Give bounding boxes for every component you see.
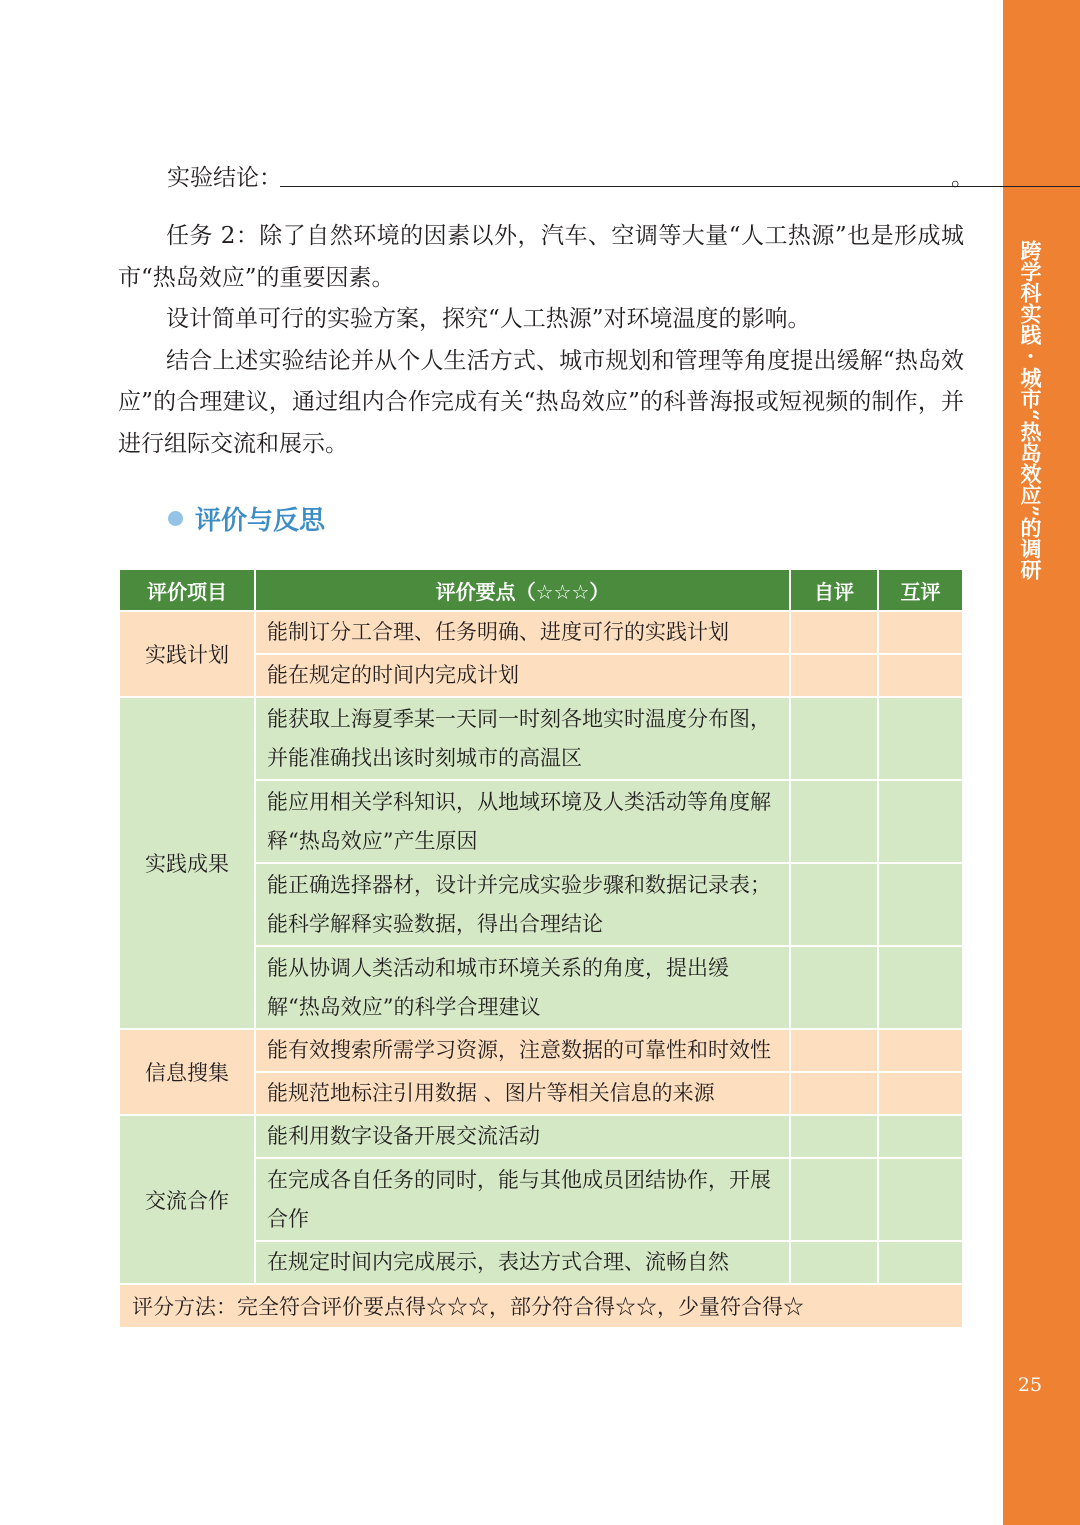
self-eval-cell[interactable] xyxy=(790,697,878,780)
section-heading xyxy=(168,498,325,538)
point-cell: 能制订分工合理、任务明确、进度可行的实践计划 xyxy=(255,611,790,654)
point-cell: 能规范地标注引用数据 、图片等相关信息的来源 xyxy=(255,1072,790,1115)
category-cell: 信息搜集 xyxy=(119,1029,255,1115)
point-cell: 能应用相关学科知识，从地域环境及人类活动等角度解释“热岛效应”产生原因 xyxy=(255,780,790,863)
peer-eval-cell[interactable] xyxy=(878,1158,963,1241)
side-band xyxy=(1003,0,1080,1525)
self-eval-cell[interactable] xyxy=(790,611,878,654)
page-number: 25 xyxy=(1017,1374,1043,1396)
self-eval-cell[interactable] xyxy=(790,1029,878,1072)
self-eval-cell[interactable] xyxy=(790,780,878,863)
peer-eval-cell[interactable] xyxy=(878,654,963,697)
scoring-method-row xyxy=(119,1284,963,1328)
scoring-method-text: 评分方法：完全符合评价要点得☆☆☆，部分符合得☆☆，少量符合得☆ xyxy=(119,1284,963,1328)
paragraph-suggestion: 结合上述实验结论并从个人生活方式、城市规划和管理等角度提出缓解“热岛效应”的合理建议，通过组内合作完成有关“热岛效应”的科普海报或短视频的制作，并进行组际交流和展示。 xyxy=(118,347,964,457)
peer-eval-cell[interactable] xyxy=(878,780,963,863)
task-text xyxy=(118,216,964,466)
header-peer-eval: 互评 xyxy=(878,569,963,611)
self-eval-cell[interactable] xyxy=(790,863,878,946)
paragraph-task2: 任务 2：除了自然环境的因素以外，汽车、空调等大量“人工热源”也是形成城市“热岛效应”的重要因素。 xyxy=(118,223,964,291)
point-cell: 能获取上海夏季某一天同一时刻各地实时温度分布图，并能准确找出该时刻城市的高温区 xyxy=(255,697,790,780)
bullet-icon xyxy=(168,511,183,526)
point-cell: 在规定时间内完成展示，表达方式合理、流畅自然 xyxy=(255,1241,790,1284)
self-eval-cell[interactable] xyxy=(790,1072,878,1115)
conclusion-label: 实验结论： xyxy=(167,165,282,191)
header-points: 评价要点（☆☆☆） xyxy=(255,569,790,611)
peer-eval-cell[interactable] xyxy=(878,1115,963,1158)
peer-eval-cell[interactable] xyxy=(878,946,963,1029)
header-self-eval: 自评 xyxy=(790,569,878,611)
peer-eval-cell[interactable] xyxy=(878,1029,963,1072)
table-row xyxy=(119,1029,963,1072)
section-heading-text: 评价与反思 xyxy=(195,505,326,536)
peer-eval-cell[interactable] xyxy=(878,1241,963,1284)
category-cell: 实践计划 xyxy=(119,611,255,697)
point-cell: 能利用数字设备开展交流活动 xyxy=(255,1115,790,1158)
point-cell: 能有效搜索所需学习资源，注意数据的可靠性和时效性 xyxy=(255,1029,790,1072)
table-row xyxy=(119,611,963,654)
point-cell: 能在规定的时间内完成计划 xyxy=(255,654,790,697)
table-row xyxy=(119,1115,963,1158)
conclusion-end-mark: 。 xyxy=(951,165,974,191)
point-cell: 在完成各自任务的同时，能与其他成员团结协作，开展合作 xyxy=(255,1158,790,1241)
header-item: 评价项目 xyxy=(119,569,255,611)
paragraph-design: 设计简单可行的实验方案，探究“人工热源”对环境温度的影响。 xyxy=(166,306,811,333)
conclusion-line xyxy=(167,160,974,196)
self-eval-cell[interactable] xyxy=(790,1241,878,1284)
table-header-row xyxy=(119,569,963,611)
peer-eval-cell[interactable] xyxy=(878,697,963,780)
peer-eval-cell[interactable] xyxy=(878,611,963,654)
self-eval-cell[interactable] xyxy=(790,654,878,697)
peer-eval-cell[interactable] xyxy=(878,1072,963,1115)
point-cell: 能从协调人类活动和城市环境关系的角度，提出缓解“热岛效应”的科学合理建议 xyxy=(255,946,790,1029)
self-eval-cell[interactable] xyxy=(790,1158,878,1241)
evaluation-table xyxy=(118,568,964,1329)
category-cell: 实践成果 xyxy=(119,697,255,1029)
chapter-title-vertical: 跨学科实践 · 城市“热岛效应”的调研 xyxy=(1018,240,1043,581)
self-eval-cell[interactable] xyxy=(790,1115,878,1158)
table-row xyxy=(119,697,963,780)
point-cell: 能正确选择器材，设计并完成实验步骤和数据记录表；能科学解释实验数据，得出合理结论 xyxy=(255,863,790,946)
peer-eval-cell[interactable] xyxy=(878,863,963,946)
category-cell: 交流合作 xyxy=(119,1115,255,1284)
self-eval-cell[interactable] xyxy=(790,946,878,1029)
